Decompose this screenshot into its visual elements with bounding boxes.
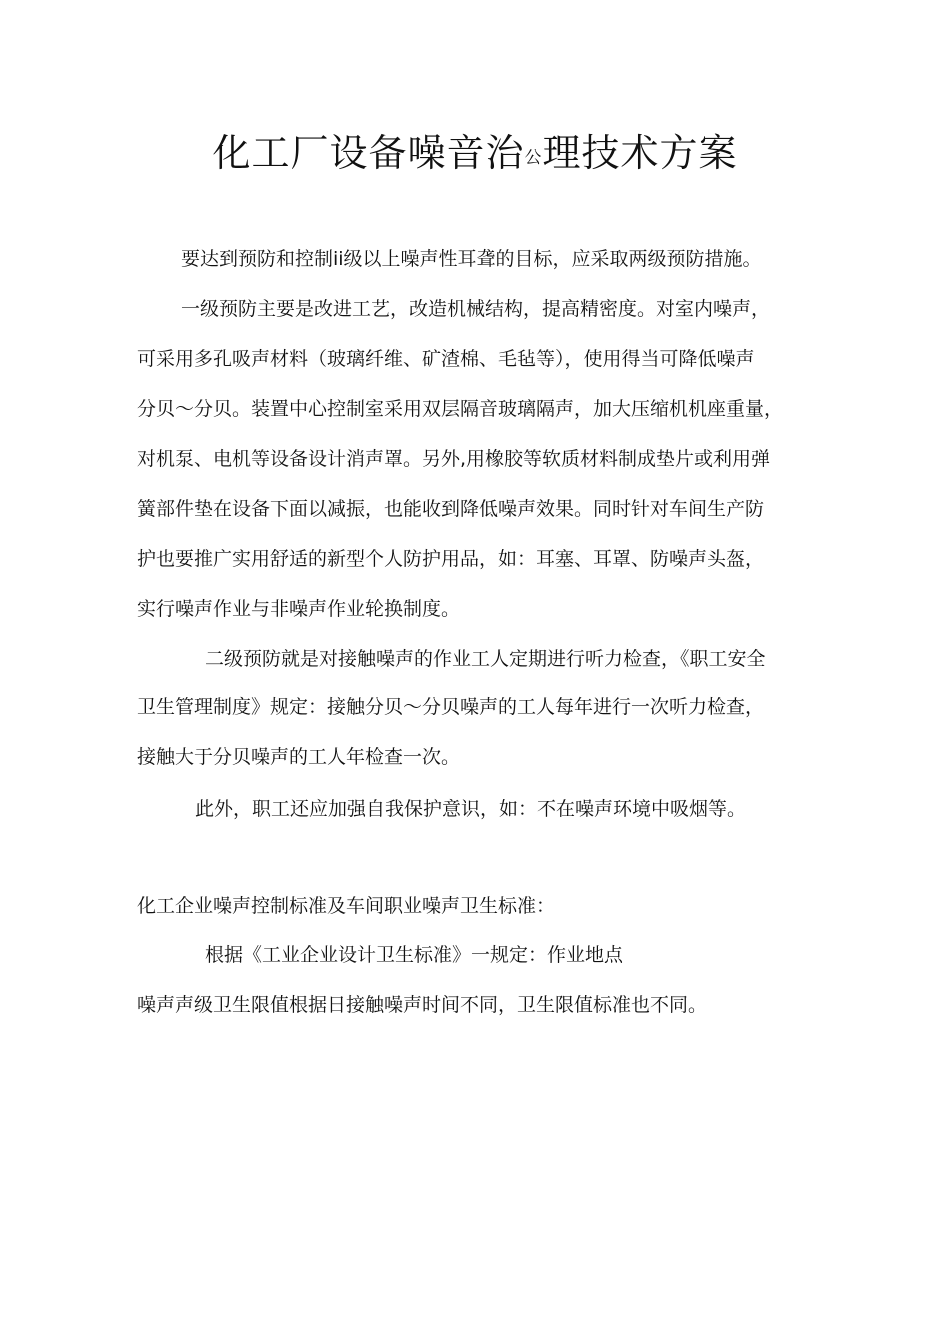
paragraph-line: 噪声声级卫生限值根据日接触噪声时间不同，卫生限值标准也不同。 bbox=[137, 994, 708, 1016]
title-part-1: 化工厂设备噪音治 bbox=[212, 131, 525, 175]
paragraph-line: 此外，职工还应加强自我保护意识，如：不在噪声环境中吸烟等。 bbox=[195, 798, 747, 820]
paragraph-line: 卫生管理制度》规定：接触分贝〜分贝噪声的工人每年进行一次听力检查， bbox=[137, 696, 765, 718]
paragraph-line: 对机泵、电机等设备设计消声罩。另外,用橡胶等软质材料制成垫片或利用弹 bbox=[137, 448, 771, 470]
paragraph-line: 护也要推广实用舒适的新型个人防护用品，如：耳塞、耳罩、防噪声头盔， bbox=[137, 548, 765, 570]
paragraph-line: 一级预防主要是改进工艺，改造机械结构，提高精密度。对室内噪声， bbox=[181, 298, 771, 320]
paragraph-line: 要达到预防和控制ii级以上噪声性耳聋的目标，应采取两级预防措施。 bbox=[181, 248, 762, 270]
paragraph-line: 实行噪声作业与非噪声作业轮换制度。 bbox=[137, 598, 461, 620]
paragraph-line: 可采用多孔吸声材料（玻璃纤维、矿渣棉、毛毡等），使用得当可降低噪声 bbox=[137, 348, 755, 370]
paragraph-line: 二级预防就是对接触噪声的作业工人定期进行听力检查，《职工安全 bbox=[205, 648, 766, 670]
page-title bbox=[0, 128, 950, 183]
section-heading: 化工企业噪声控制标准及车间职业噪声卫生标准： bbox=[137, 895, 556, 917]
title-part-2: 理技术方案 bbox=[542, 131, 738, 175]
paragraph-line: 根据《工业企业设计卫生标准》一规定：作业地点 bbox=[205, 944, 624, 966]
paragraph-line: 接触大于分贝噪声的工人年检查一次。 bbox=[137, 746, 461, 768]
paragraph-line: 簧部件垫在设备下面以减振，也能收到降低噪声效果。同时针对车间生产防 bbox=[137, 498, 765, 520]
title-small-glyph: 公 bbox=[524, 148, 543, 168]
paragraph-line: 分贝〜分贝。装置中心控制室采用双层隔音玻璃隔声，加大压缩机机座重量， bbox=[137, 398, 784, 420]
